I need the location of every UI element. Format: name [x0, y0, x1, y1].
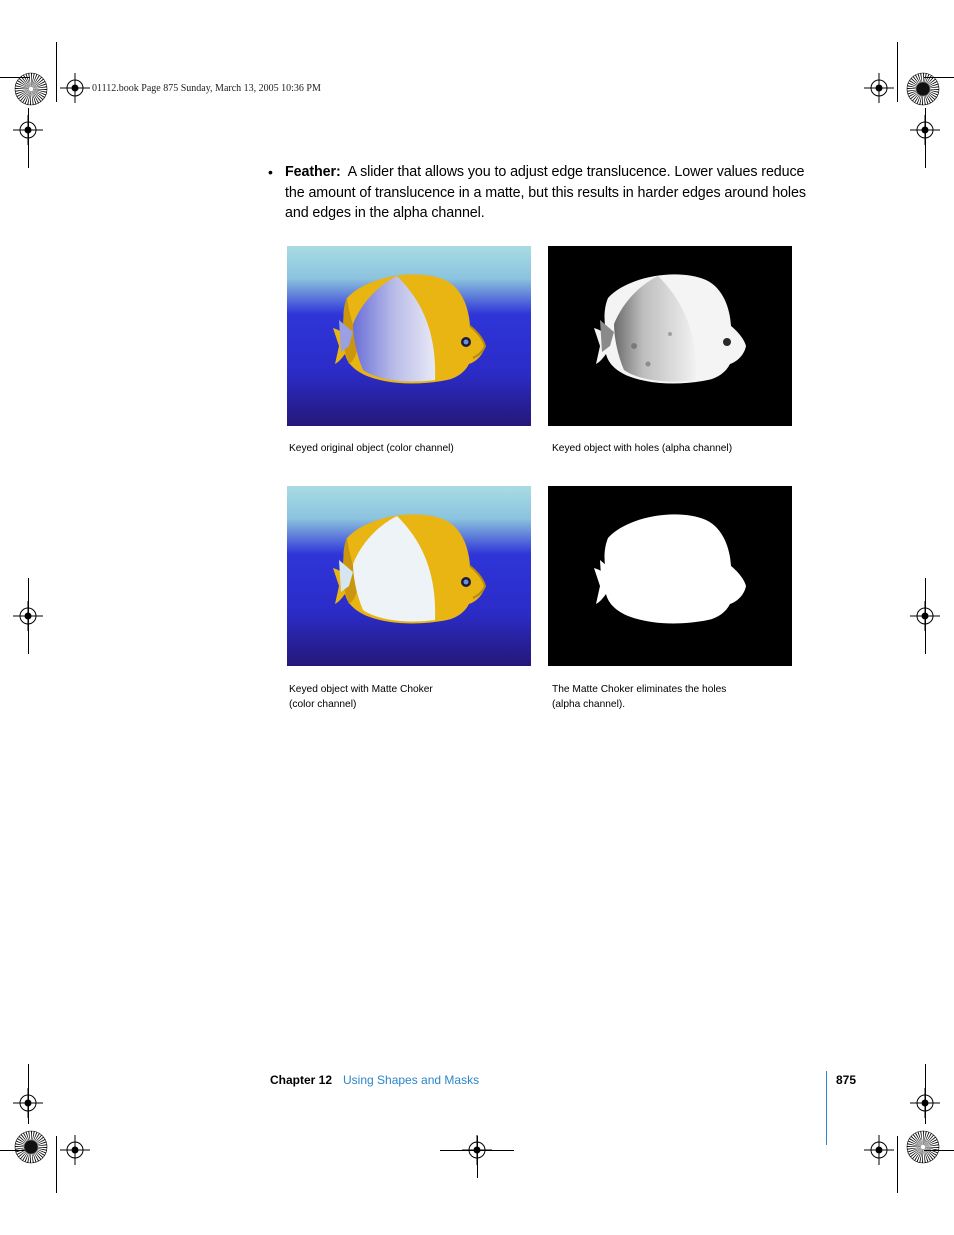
star-target-icon [14, 1130, 48, 1164]
figure-keyed-original [287, 246, 531, 426]
caption-alpha-holes [552, 441, 792, 456]
star-target-center [29, 87, 34, 92]
star-target-center [24, 1140, 38, 1154]
fish-image-alpha-holes [548, 246, 792, 426]
star-target-icon [906, 72, 940, 106]
bullet-body: A slider that allows you to adjust edge translucence. Lower values reduce the amount of translucence in a matte, but this results in harder edges around holes and edges in the alpha channel. [285, 164, 806, 222]
registration-mark-icon [60, 1135, 90, 1165]
registration-mark-icon [864, 73, 894, 103]
star-target-center [916, 82, 930, 96]
crop-mark [56, 1136, 57, 1193]
caption-choker-alpha [552, 682, 792, 712]
caption-line: Keyed object with Matte Choker [289, 684, 433, 695]
crop-mark [56, 42, 57, 102]
figure-choker-color [287, 486, 531, 666]
caption-line: (color channel) [289, 699, 357, 710]
footer-chapter-title: Using Shapes and Masks [343, 1073, 480, 1087]
bullet-paragraph [285, 162, 823, 224]
registration-mark-icon [910, 601, 940, 631]
registration-mark-icon [13, 115, 43, 145]
registration-mark-icon [910, 1088, 940, 1118]
registration-mark-icon [910, 115, 940, 145]
print-slug: 01112.book Page 875 Sunday, March 13, 2005 10:36 PM [92, 83, 321, 94]
crop-mark [897, 42, 898, 102]
footer-chapter: Chapter 12 [270, 1073, 333, 1087]
figure-alpha-holes [548, 246, 792, 426]
caption-line: The Matte Choker eliminates the holes [552, 684, 727, 695]
caption-keyed-original [289, 441, 529, 456]
registration-mark-icon [60, 73, 90, 103]
bullet-marker: • [268, 164, 273, 180]
star-target-icon [14, 72, 48, 106]
caption-line: Keyed original object (color channel) [289, 443, 454, 454]
crop-mark [897, 1136, 898, 1193]
caption-line: (alpha channel). [552, 699, 626, 710]
star-target-icon [906, 1130, 940, 1164]
figure-choker-alpha [548, 486, 792, 666]
page-number: 875 [836, 1073, 857, 1087]
fish-image-color-holes [287, 246, 531, 426]
footer-divider [826, 1071, 827, 1145]
caption-line: Keyed object with holes (alpha channel) [552, 443, 733, 454]
feather-bullet [268, 162, 823, 224]
registration-mark-icon [462, 1135, 492, 1165]
registration-mark-icon [13, 1088, 43, 1118]
registration-mark-icon [864, 1135, 894, 1165]
star-target-center [921, 1145, 926, 1150]
bullet-term: Feather: [285, 164, 341, 180]
fish-image-color-choked [287, 486, 531, 666]
registration-mark-icon [13, 601, 43, 631]
caption-choker-color [289, 682, 529, 712]
fish-image-alpha-solid [548, 486, 792, 666]
